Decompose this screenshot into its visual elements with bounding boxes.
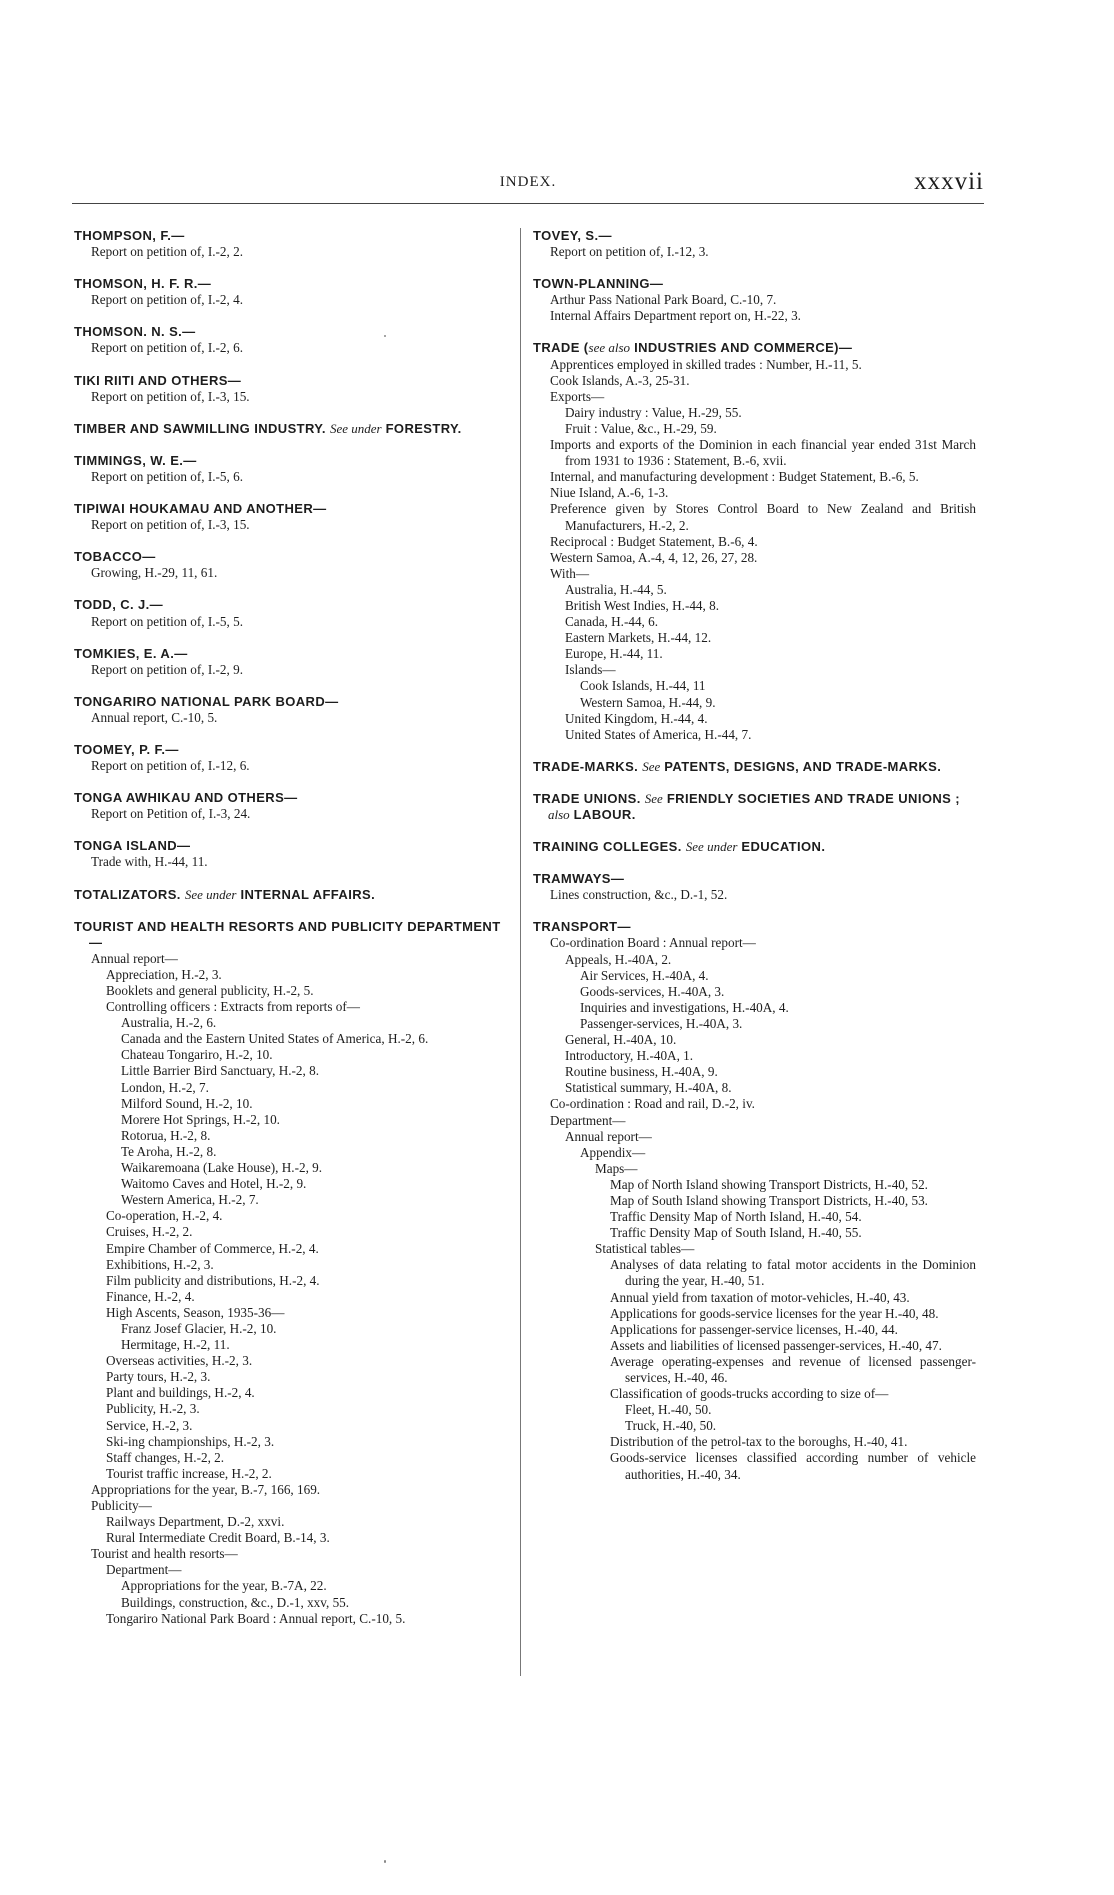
entry-subline: Routine business, H.-40A, 9.	[565, 1064, 718, 1080]
entry-subline: Empire Chamber of Commerce, H.-2, 4.	[106, 1240, 319, 1256]
entry-subline: Railways Department, D.-2, xxvi.	[106, 1514, 285, 1530]
cross-reference-marker: also	[548, 807, 570, 822]
entry-subline: Applications for passenger-service licenses, H.-40, 44.	[610, 1321, 898, 1337]
entry-subline: Staff changes, H.-2, 2.	[106, 1449, 225, 1465]
entry-heading: TOOMEY, P. F.—	[74, 741, 179, 757]
entry-subline: Little Barrier Bird Sanctuary, H.-2, 8.	[121, 1063, 319, 1079]
print-speck	[384, 335, 386, 337]
entry-subline: Arthur Pass National Park Board, C.-10, 7.	[550, 292, 777, 308]
entry-subline: Goods-services, H.-40A, 3.	[580, 983, 725, 999]
entry-subline: Report on petition of, I.-5, 6.	[91, 468, 243, 484]
entry-heading: THOMPSON, F.—	[74, 228, 185, 243]
entry-subline: Annual report—	[565, 1128, 652, 1144]
entry-subline: Introductory, H.-40A, 1.	[565, 1048, 694, 1064]
entry-subline: Ski-ing championships, H.-2, 3.	[106, 1433, 275, 1449]
entry-subline: Air Services, H.-40A, 4.	[580, 967, 709, 983]
entry-heading: TRADE (see also INDUSTRIES AND COMMERCE)—	[533, 340, 853, 356]
entry-subline: Department—	[106, 1562, 182, 1578]
entry-heading: TRAINING COLLEGES. See under EDUCATION.	[533, 839, 826, 855]
entry-subline: Traffic Density Map of South Island, H.-40, 55.	[610, 1225, 862, 1241]
entry-subline: Rural Intermediate Credit Board, B.-14, 3.	[106, 1530, 330, 1546]
entry-subline: Map of South Island showing Transport Districts, H.-40, 53.	[610, 1192, 928, 1208]
entry-subline: Overseas activities, H.-2, 3.	[106, 1353, 253, 1369]
entry-subline: Film publicity and distributions, H.-2, 4.	[106, 1272, 320, 1288]
entry-subline: British West Indies, H.-44, 8.	[565, 597, 720, 613]
entry-subline: Niue Island, A.-6, 1-3.	[550, 485, 669, 501]
index-entry	[74, 373, 511, 405]
index-entry	[533, 276, 976, 324]
entry-subline: Co-ordination : Road and rail, D.-2, iv.	[550, 1096, 755, 1112]
entry-subline: Report on petition of, I.-2, 6.	[91, 340, 243, 356]
entry-subline: Applications for goods-service licenses for the year H.-40, 48.	[610, 1305, 939, 1321]
entry-subline: Assets and liabilities of licensed passenger-services, H.-40, 47.	[610, 1337, 942, 1353]
running-title: INDEX.	[499, 174, 557, 190]
index-entry	[533, 228, 976, 260]
entry-subline: Islands—	[565, 662, 616, 678]
entry-subline: High Ascents, Season, 1935-36—	[106, 1304, 285, 1320]
entry-subline: Growing, H.-29, 11, 61.	[91, 565, 218, 581]
entry-subline: Report on petition of, I.-3, 15.	[91, 517, 250, 533]
entry-subline: Co-ordination Board : Annual report—	[550, 935, 756, 951]
entry-subline: Truck, H.-40, 50.	[625, 1418, 717, 1434]
print-speck	[384, 1860, 386, 1863]
entry-subline: Annual yield from taxation of motor-vehicles, H.-40, 43.	[610, 1289, 910, 1305]
entry-subline: Waitomo Caves and Hotel, H.-2, 9.	[121, 1176, 307, 1192]
index-entry	[74, 501, 511, 533]
index-entry	[74, 694, 511, 726]
index-entry	[74, 276, 511, 308]
index-entry	[74, 742, 511, 774]
cross-reference-marker: See	[644, 790, 663, 806]
entry-subline: Western America, H.-2, 7.	[121, 1192, 259, 1208]
entry-subline: Co-operation, H.-2, 4.	[106, 1208, 223, 1224]
entry-subline: Report on petition of, I.-2, 2.	[91, 244, 243, 260]
entry-subline: Report on petition of, I.-3, 15.	[91, 388, 250, 404]
entry-subline: Trade with, H.-44, 11.	[91, 854, 208, 870]
entry-subline: Preference given by Stores Control Board to New Zealand and British Manufacturers, H.-2, 2.	[550, 501, 976, 533]
entry-subline: Maps—	[595, 1160, 638, 1176]
entry-subline: Report on Petition of, I.-3, 24.	[91, 806, 251, 822]
entry-subline: With—	[550, 565, 590, 581]
entry-subline: Appendix—	[580, 1144, 646, 1160]
entry-heading: TIPIWAI HOUKAMAU AND ANOTHER—	[74, 501, 327, 517]
entry-subline: Statistical tables—	[595, 1241, 695, 1257]
index-entry	[74, 549, 511, 581]
entry-subline: Tourist traffic increase, H.-2, 2.	[106, 1465, 272, 1481]
entry-subline: Exports—	[550, 388, 605, 404]
entry-subline: Internal Affairs Department report on, H.-22, 3.	[550, 308, 801, 324]
entry-subline: Appreciation, H.-2, 3.	[106, 966, 222, 982]
entry-heading: THOMSON. N. S.—	[74, 324, 196, 340]
entry-subline: Morere Hot Springs, H.-2, 10.	[121, 1111, 280, 1127]
entry-subline: Analyses of data relating to fatal motor accidents in the Dominion during the year, H.-40, 51.	[610, 1257, 976, 1289]
entry-subline: Traffic Density Map of North Island, H.-40, 54.	[610, 1209, 862, 1225]
entry-subline: Franz Josef Glacier, H.-2, 10.	[121, 1320, 277, 1336]
entry-subline: General, H.-40A, 10.	[565, 1032, 677, 1048]
cross-reference-marker: See under	[184, 886, 237, 902]
index-entry	[74, 887, 511, 903]
entry-subline: Chateau Tongariro, H.-2, 10.	[121, 1047, 273, 1063]
entry-heading: TONGARIRO NATIONAL PARK BOARD—	[74, 693, 339, 709]
page-number: xxxvii	[914, 168, 984, 195]
index-entry	[74, 324, 511, 356]
entry-heading: TONGA ISLAND—	[74, 838, 191, 854]
entry-heading: THOMSON, H. F. R.—	[74, 276, 212, 292]
entry-subline: Cook Islands, H.-44, 11	[580, 678, 706, 694]
entry-subline: Fleet, H.-40, 50.	[625, 1402, 712, 1418]
entry-subline: Report on petition of, I.-5, 5.	[91, 613, 243, 629]
left-column	[74, 228, 511, 1643]
entry-subline: Inquiries and investigations, H.-40A, 4.	[580, 999, 789, 1015]
index-entry	[74, 838, 511, 870]
entry-heading: TIMMINGS, W. E.—	[74, 452, 197, 468]
entry-subline: Tourist and health resorts—	[91, 1546, 238, 1562]
entry-subline: Hermitage, H.-2, 11.	[121, 1337, 230, 1353]
entry-subline: Department—	[550, 1112, 626, 1128]
entry-subline: Canada and the Eastern United States of America, H.-2, 6.	[121, 1031, 429, 1047]
entry-subline: Imports and exports of the Dominion in each financial year ended 31st March from 1931 to 1936 : Statement, B.-6, xvii.	[550, 437, 976, 469]
entry-subline: Report on petition of, I.-12, 3.	[550, 244, 709, 260]
entry-subline: Fruit : Value, &c., H.-29, 59.	[565, 420, 717, 436]
entry-subline: Appeals, H.-40A, 2.	[565, 951, 672, 967]
entry-subline: Dairy industry : Value, H.-29, 55.	[565, 404, 742, 420]
entry-heading: TIKI RIITI AND OTHERS—	[74, 372, 242, 388]
entry-subline: Publicity—	[91, 1498, 152, 1513]
entry-subline: Tongariro National Park Board : Annual report, C.-10, 5.	[106, 1610, 406, 1626]
entry-subline: Map of North Island showing Transport Districts, H.-40, 52.	[610, 1176, 928, 1192]
entry-subline: United States of America, H.-44, 7.	[565, 726, 752, 742]
entry-heading: TIMBER AND SAWMILLING INDUSTRY. See under FORESTRY.	[74, 420, 462, 436]
entry-heading: TODD, C. J.—	[74, 597, 164, 613]
entry-subline: Annual report—	[91, 950, 178, 966]
cross-reference-marker: See under	[685, 839, 738, 855]
entry-subline: Eastern Markets, H.-44, 12.	[565, 630, 712, 646]
cross-reference-marker: See	[642, 758, 661, 774]
index-entry	[74, 646, 511, 678]
index-entry	[533, 791, 976, 823]
entry-subline: Service, H.-2, 3.	[106, 1417, 193, 1433]
entry-subline: Classification of goods-trucks according to size of—	[610, 1386, 889, 1402]
entry-subline: Distribution of the petrol-tax to the boroughs, H.-40, 41.	[610, 1434, 908, 1450]
entry-subline: Passenger-services, H.-40A, 3.	[580, 1015, 743, 1031]
index-entry	[74, 597, 511, 629]
entry-subline: Waikaremoana (Lake House), H.-2, 9.	[121, 1160, 323, 1176]
entry-subline: Cook Islands, A.-3, 25-31.	[550, 372, 690, 388]
entry-subline: Canada, H.-44, 6.	[565, 614, 659, 630]
entry-subline: Australia, H.-2, 6.	[121, 1015, 217, 1031]
cross-reference-marker: see also	[588, 340, 631, 356]
column-divider	[520, 228, 521, 1676]
entry-subline: Booklets and general publicity, H.-2, 5.	[106, 983, 314, 998]
entry-heading: TRADE-MARKS. See PATENTS, DESIGNS, AND TRADE-MARKS.	[533, 758, 942, 774]
index-entry	[74, 919, 511, 1627]
entry-heading: TOVEY, S.—	[533, 228, 612, 243]
entry-subline: Appropriations for the year, B.-7A, 22.	[121, 1578, 327, 1594]
entry-subline: Plant and buildings, H.-2, 4.	[106, 1385, 255, 1401]
entry-subline: Publicity, H.-2, 3.	[106, 1401, 200, 1417]
entry-subline: Report on petition of, I.-2, 4.	[91, 292, 243, 308]
entry-heading: TOWN-PLANNING—	[533, 276, 664, 292]
index-entry	[74, 228, 511, 260]
entry-subline: Cruises, H.-2, 2.	[106, 1224, 193, 1240]
index-entry	[74, 453, 511, 485]
entry-subline: Annual report, C.-10, 5.	[91, 709, 218, 725]
index-entry	[533, 839, 976, 855]
header-rule	[72, 203, 984, 204]
entry-heading: TOTALIZATORS. See under INTERNAL AFFAIRS.	[74, 886, 376, 902]
entry-subline: Europe, H.-44, 11.	[565, 646, 663, 662]
entry-heading: TOMKIES, E. A.—	[74, 645, 188, 661]
entry-subline: Internal, and manufacturing development : Budget Statement, B.-6, 5.	[550, 469, 919, 485]
index-entry	[533, 759, 976, 775]
entry-subline: Party tours, H.-2, 3.	[106, 1369, 211, 1385]
entry-heading: TOURIST AND HEALTH RESORTS AND PUBLICITY DEPARTMENT—	[74, 918, 501, 950]
entry-subline: Controlling officers : Extracts from reports of—	[106, 999, 360, 1015]
entry-subline: Goods-service licenses classified according number of vehicle authorities, H.-40, 34.	[610, 1450, 976, 1482]
index-entry	[533, 919, 976, 1482]
entry-subline: United Kingdom, H.-44, 4.	[565, 710, 708, 726]
right-column	[533, 228, 976, 1499]
index-entry	[74, 421, 511, 437]
entry-heading: TONGA AWHIKAU AND OTHERS—	[74, 790, 298, 806]
entry-subline: Exhibitions, H.-2, 3.	[106, 1256, 214, 1272]
cross-reference-marker: See under	[329, 420, 382, 436]
page-header	[72, 168, 984, 204]
entry-subline: Appropriations for the year, B.-7, 166, 169.	[91, 1481, 321, 1497]
entry-subline: Report on petition of, I.-12, 6.	[91, 758, 250, 774]
index-entry	[533, 340, 976, 742]
entry-subline: Te Aroha, H.-2, 8.	[121, 1143, 217, 1159]
entry-heading: TRANSPORT—	[533, 919, 631, 935]
entry-heading: TRADE UNIONS. See FRIENDLY SOCIETIES AND TRADE UNIONS ; also LABOUR.	[533, 790, 960, 822]
entry-subline: Lines construction, &c., D.-1, 52.	[550, 887, 728, 903]
entry-heading: TRAMWAYS—	[533, 871, 625, 887]
entry-subline: Rotorua, H.-2, 8.	[121, 1127, 211, 1143]
entry-subline: Statistical summary, H.-40A, 8.	[565, 1080, 732, 1096]
entry-subline: Average operating-expenses and revenue of licensed passenger-services, H.-40, 46.	[610, 1353, 976, 1385]
entry-subline: Buildings, construction, &c., D.-1, xxv, 55.	[121, 1594, 350, 1610]
index-entry	[74, 790, 511, 822]
entry-subline: Finance, H.-2, 4.	[106, 1288, 195, 1304]
entry-subline: Western Samoa, H.-44, 9.	[580, 694, 716, 710]
entry-subline: Reciprocal : Budget Statement, B.-6, 4.	[550, 533, 758, 549]
entry-subline: Western Samoa, A.-4, 4, 12, 26, 27, 28.	[550, 549, 758, 565]
entry-subline: Report on petition of, I.-2, 9.	[91, 661, 243, 677]
entry-subline: Milford Sound, H.-2, 10.	[121, 1095, 253, 1111]
entry-subline: Australia, H.-44, 5.	[565, 581, 667, 597]
entry-subline: London, H.-2, 7.	[121, 1079, 209, 1095]
entry-heading: TOBACCO—	[74, 549, 156, 565]
entry-subline: Apprentices employed in skilled trades : Number, H.-11, 5.	[550, 356, 862, 372]
index-entry	[533, 871, 976, 903]
